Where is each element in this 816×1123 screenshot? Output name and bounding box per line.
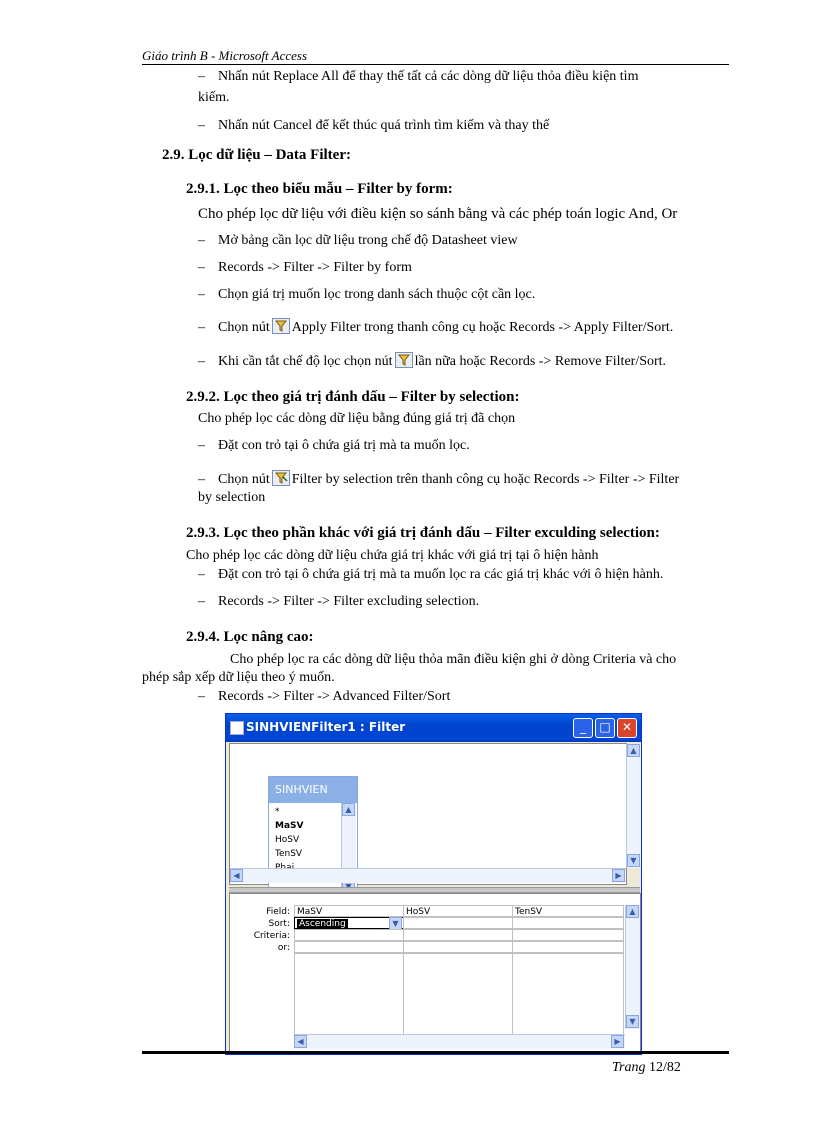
list-item: – Khi cần tắt chế độ lọc chọn nút lần nữa hoặc Records -> Remove Filter/Sort. xyxy=(198,354,667,369)
text: lần nữa hoặc Records -> Remove Filter/Sort. xyxy=(414,354,667,369)
section-heading: 2.9.3. Lọc theo phần khác với giá trị đánh dấu – Filter exculding selection: xyxy=(186,525,660,541)
text: by selection xyxy=(198,490,266,505)
text: Đặt con trỏ tại ô chứa giá trị mà ta muốn lọc ra các giá trị khác với ô hiện hành. xyxy=(218,567,664,582)
text: Records -> Filter -> Filter by form xyxy=(218,260,412,275)
paragraph: Cho phép lọc ra các dòng dữ liệu thỏa mãn điều kiện ghi ở dòng Criteria và cho xyxy=(230,652,677,667)
field-item[interactable]: * xyxy=(275,807,280,817)
scroll-down-icon[interactable]: ▼ xyxy=(627,854,640,867)
page-number: 12/82 xyxy=(648,1060,681,1075)
scroll-right-icon[interactable]: ▶ xyxy=(611,1035,624,1048)
upper-vertical-scrollbar[interactable] xyxy=(626,744,641,868)
list-item: – Records -> Filter -> Advanced Filter/Sort xyxy=(198,689,451,704)
minimize-button[interactable]: _ xyxy=(573,718,593,738)
chevron-down-icon[interactable]: ▼ xyxy=(389,917,402,930)
grid-cell[interactable] xyxy=(294,929,404,941)
row-label-criteria: Criteria: xyxy=(253,931,290,941)
sort-dropdown[interactable] xyxy=(294,917,404,929)
text: Khi cần tắt chế độ lọc chọn nút xyxy=(218,354,393,369)
grid-field-cell[interactable]: TenSV xyxy=(512,905,624,917)
page-header: Giáo trình B - Microsoft Access xyxy=(142,48,308,63)
row-label-sort: Sort: xyxy=(268,919,290,929)
row-label-field: Field: xyxy=(266,907,290,917)
grid-field-cell[interactable]: MaSV xyxy=(294,905,404,917)
list-item: – Nhấn nút Cancel để kết thúc quá trình tìm kiếm và thay thế xyxy=(198,118,550,133)
text: Records -> Filter -> Advanced Filter/Sort xyxy=(218,689,451,704)
list-item: – Chọn nút Filter by selection trên thanh công cụ hoặc Records -> Filter -> Filter xyxy=(198,472,680,487)
page-footer xyxy=(612,1060,681,1076)
sort-value: Ascending xyxy=(299,919,346,929)
upper-horizontal-scrollbar[interactable] xyxy=(230,868,626,883)
page-label: Trang xyxy=(612,1060,646,1075)
scroll-left-icon[interactable]: ◀ xyxy=(230,869,243,882)
title-bar[interactable] xyxy=(226,714,641,742)
grid-cell[interactable] xyxy=(403,941,513,953)
table-name: SINHVIEN xyxy=(269,777,357,803)
list-item: – Đặt con trỏ tại ô chứa giá trị mà ta muốn lọc ra các giá trị khác với ô hiện hành. xyxy=(198,567,664,582)
header-divider xyxy=(142,64,729,65)
grid-cell[interactable] xyxy=(512,953,624,1041)
scroll-up-icon[interactable]: ▲ xyxy=(342,803,355,816)
section-heading: 2.9.1. Lọc theo biểu mẫu – Filter by form: xyxy=(186,181,453,197)
scroll-up-icon[interactable]: ▲ xyxy=(626,905,639,918)
design-grid-pane xyxy=(229,893,641,1053)
maximize-button[interactable]: □ xyxy=(595,718,615,738)
row-label-or: or: xyxy=(277,943,290,953)
text: Filter by selection trên thanh công cụ hoặc Records -> Filter -> Filter xyxy=(291,472,680,487)
apply-filter-icon xyxy=(272,318,290,334)
scroll-down-icon[interactable]: ▼ xyxy=(626,1015,639,1028)
grid-field-cell[interactable]: HoSV xyxy=(403,905,513,917)
text: Apply Filter trong thanh công cụ hoặc Records -> Apply Filter/Sort. xyxy=(291,320,674,335)
window-title: SINHVIENFilter1 : Filter xyxy=(246,720,406,734)
field-item[interactable]: TenSV xyxy=(275,849,303,859)
paragraph: Cho phép lọc các dòng dữ liệu bằng đúng giá trị đã chọn xyxy=(198,411,516,426)
close-button[interactable]: ✕ xyxy=(617,718,637,738)
section-heading: 2.9. Lọc dữ liệu – Data Filter: xyxy=(162,147,351,163)
list-item: – Records -> Filter -> Filter by form xyxy=(198,260,412,275)
window-icon xyxy=(230,721,244,735)
text: Chọn nút xyxy=(218,320,270,335)
grid-cell[interactable] xyxy=(403,953,513,1041)
grid-horizontal-scrollbar[interactable] xyxy=(294,1034,625,1049)
footer-divider xyxy=(142,1051,729,1054)
list-item: – Records -> Filter -> Filter excluding selection. xyxy=(198,594,480,609)
grid-cell[interactable] xyxy=(512,929,624,941)
filter-by-selection-icon xyxy=(272,470,290,486)
scroll-up-icon[interactable]: ▲ xyxy=(627,744,640,757)
list-item: – Đặt con trỏ tại ô chứa giá trị mà ta muốn lọc. xyxy=(198,438,470,453)
filter-window xyxy=(225,713,642,1055)
text: Chọn nút xyxy=(218,472,270,487)
apply-filter-icon xyxy=(395,352,413,368)
grid-cell[interactable] xyxy=(512,917,624,929)
table-pane xyxy=(229,743,637,885)
grid-cell[interactable] xyxy=(403,917,513,929)
text: Nhấn nút Replace All để thay thế tất cả các dòng dữ liệu thỏa điều kiện tìm xyxy=(218,69,639,84)
text: Mở bảng cần lọc dữ liệu trong chế độ Datasheet view xyxy=(218,233,518,248)
grid-cell[interactable] xyxy=(294,953,404,1041)
text: Records -> Filter -> Filter excluding selection. xyxy=(218,594,480,609)
field-item[interactable]: HoSV xyxy=(275,835,300,845)
list-item: – Mở bảng cần lọc dữ liệu trong chế độ Datasheet view xyxy=(198,233,518,248)
paragraph: phép sắp xếp dữ liệu theo ý muốn. xyxy=(142,670,335,685)
paragraph: Cho phép lọc các dòng dữ liệu chứa giá trị khác với giá trị tại ô hiện hành xyxy=(186,548,599,563)
text: kiếm. xyxy=(198,90,230,105)
paragraph: Cho phép lọc dữ liệu với điều kiện so sánh bằng và các phép toán logic And, Or xyxy=(198,206,678,222)
text: Đặt con trỏ tại ô chứa giá trị mà ta muốn lọc. xyxy=(218,438,470,453)
text: Nhấn nút Cancel để kết thúc quá trình tìm kiếm và thay thế xyxy=(218,118,550,133)
text: Chọn giá trị muốn lọc trong danh sách thuộc cột cần lọc. xyxy=(218,287,536,302)
list-item: – Nhấn nút Replace All để thay thế tất cả các dòng dữ liệu thỏa điều kiện tìm xyxy=(198,69,639,84)
grid-cell[interactable] xyxy=(512,941,624,953)
grid-vertical-scrollbar[interactable] xyxy=(625,905,640,1029)
scroll-right-icon[interactable]: ▶ xyxy=(612,869,625,882)
section-heading: 2.9.2. Lọc theo giá trị đánh dấu – Filter by selection: xyxy=(186,389,520,405)
list-item: – Chọn giá trị muốn lọc trong danh sách thuộc cột cần lọc. xyxy=(198,287,536,302)
list-item: – Chọn nút Apply Filter trong thanh công cụ hoặc Records -> Apply Filter/Sort. xyxy=(198,320,674,335)
grid-cell[interactable] xyxy=(294,941,404,953)
section-heading: 2.9.4. Lọc nâng cao: xyxy=(186,629,314,645)
field-item[interactable]: MaSV xyxy=(275,821,304,831)
grid-cell[interactable] xyxy=(403,929,513,941)
scroll-left-icon[interactable]: ◀ xyxy=(294,1035,307,1048)
